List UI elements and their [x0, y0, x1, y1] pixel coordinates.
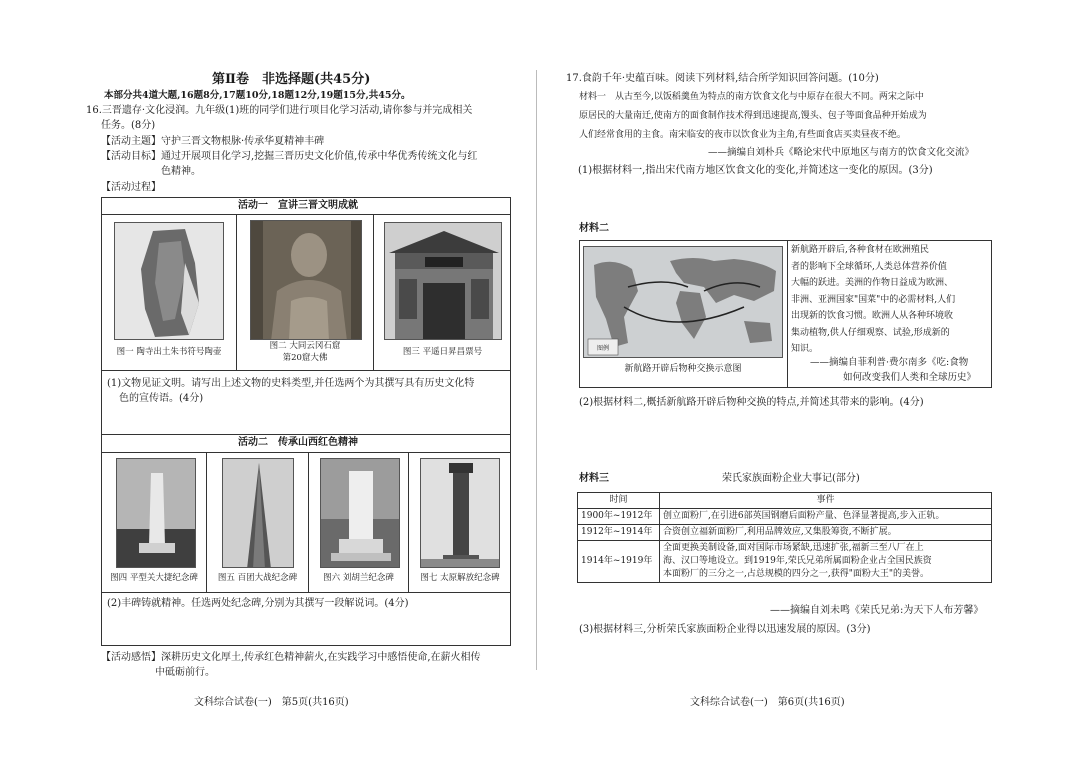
fig2-caption: 图二 大同云冈石窟 [269, 341, 341, 351]
question-16-1-cont: 色的宣传语。(4分) [119, 393, 204, 404]
material2-text-line: 出现新的饮食习惯。欧洲人从各种环境收 [791, 311, 954, 321]
table-event-cell [660, 525, 992, 541]
rishengchang-building-image [384, 222, 502, 340]
material1-line1: 材料一 从古至今,以饭稻羹鱼为特点的南方饮食文化与中原存在很大不同。两宋之际中 [579, 92, 924, 102]
material3-label: 材料三 [579, 473, 609, 484]
activity-process: 【活动过程】 [101, 182, 161, 193]
q16-stem: 16.三晋遗存·文化浸润。九年级(1)班的同学们进行项目化学习活动,请你参与并完成相关 [86, 105, 473, 116]
table-header-row [578, 493, 992, 509]
table-row [578, 525, 992, 541]
material1-source: ——摘编自刘朴兵《略论宋代中原地区与南方的饮食文化交流》 [708, 147, 975, 158]
fig6-caption: 图六 刘胡兰纪念碑 [323, 573, 394, 583]
table-event-cell [660, 509, 992, 525]
question-16-1: (1)文物见证文明。请写出上述文物的史料类型,并任选两个为其撰写具有历史文化特 [107, 378, 475, 389]
fig4-caption: 图四 平型关大捷纪念碑 [110, 573, 198, 583]
material2-text-line: 大幅的跃进。美洲的作物日益成为欧洲、 [791, 278, 954, 288]
material1-line3: 人们经常食用的主食。南宋临安的夜市以饮食业为主角,有些面食店买卖昼夜不绝。 [579, 130, 906, 140]
map-caption: 新航路开辟后物种交换示意图 [624, 364, 742, 374]
map-legend: 图例 [596, 345, 610, 352]
question-17-3: (3)根据材料三,分析荣氏家族面粉企业得以迅速发展的原因。(3分) [579, 624, 871, 635]
material3-source: ——摘编自刘未鸣《荣氏兄弟:为天下人布芳馨》 [770, 605, 984, 616]
q17-title: 17.食韵千年·史蕴百味。阅读下列材料,结合所学知识回答问题。(10分) [566, 73, 879, 84]
table-event-line: 合资创立福新面粉厂,利用品牌效应,又集股筹资,不断扩展。 [663, 527, 897, 537]
material1-line2: 原居民的大量南迁,使南方的面食制作技术得到迅速提高,馒头、包子等面食品种开始成为 [579, 111, 927, 121]
activity-feeling-cont: 中砥砺前行。 [155, 667, 215, 678]
buddha-statue-image [250, 220, 362, 340]
table-event-line: 本面粉厂的三分之一,占总规模的四分之一,获得"面粉大王"的美誉。 [663, 569, 930, 579]
table-time-cell: 1912年~1914年 [578, 525, 660, 541]
taiyuan-liberation-monument-image [420, 458, 500, 568]
material2-source-cont: 如何改变我们人类和全球历史》 [843, 372, 977, 383]
table-time-cell: 1900年~1912年 [578, 509, 660, 525]
section-title: 第Ⅱ卷 非选择题(共45分) [212, 72, 371, 87]
material2-text-line: 新航路开辟后,各种食材在欧洲殖民 [791, 245, 929, 255]
activity-goal: 【活动目标】通过开展项目化学习,挖掘三晋历史文化价值,传承中华优秀传统文化与红 [101, 151, 478, 162]
table-time-cell: 1914年~1919年 [578, 541, 660, 583]
right-page-footer: 文科综合试卷(一) 第6页(共16页) [690, 697, 845, 708]
material2-source: ——摘编自菲利普·费尔南多《吃:食物 [810, 357, 969, 368]
question-17-2: (2)根据材料二,概括新航路开辟后物种交换的特点,并简述其带来的影响。(4分) [579, 397, 924, 408]
table-event-line: 全面更换美制设备,面对国际市场紧缺,迅速扩张,福新三至八厂在上 [663, 543, 924, 553]
table-event-line: 创立面粉厂,在引进6部英国钢磨后面粉产量、色泽显著提高,步入正轨。 [663, 511, 945, 521]
left-page-footer: 文科综合试卷(一) 第5页(共16页) [194, 697, 349, 708]
table-row [578, 541, 992, 583]
pottery-jar-image [114, 222, 224, 340]
activity-theme: 【活动主题】守护三晋文物根脉·传承华夏精神丰碑 [101, 136, 325, 147]
q16-stem-cont: 任务。(8分) [101, 120, 156, 131]
question-17-1: (1)根据材料一,指出宋代南方地区饮食文化的变化,并简述这一变化的原因。(3分) [578, 165, 933, 176]
question-16-2: (2)丰碑铸就精神。任选两处纪念碑,分别为其撰写一段解说词。(4分) [107, 598, 409, 609]
fig5-caption: 图五 百团大战纪念碑 [217, 573, 298, 583]
table-row [578, 509, 992, 525]
baituan-monument-image [222, 458, 294, 568]
material2-text-line: 非洲、亚洲国家"国菜"中的必需材料,人们 [791, 294, 956, 305]
fig1-caption: 图一 陶寺出土朱书符号陶壶 [116, 347, 222, 357]
material2-text-line: 知识。 [791, 344, 819, 354]
table-event-cell [660, 541, 992, 583]
table-header-cell: 事件 [660, 493, 992, 509]
material2-text-line: 者的影响下全球循环,人类总体营养价值 [791, 261, 947, 272]
table-event-line: 海、汉口等地设立。到1919年,荣氏兄弟所属面粉企业占全国民族资 [663, 556, 932, 566]
activity-goal-cont: 色精神。 [161, 166, 201, 177]
table-header-cell: 时间 [578, 493, 660, 509]
fig3-caption: 图三 平遥日昇昌票号 [402, 347, 483, 357]
species-exchange-map [583, 246, 783, 358]
material2-label: 材料二 [579, 223, 609, 234]
activity2-title: 活动二 传承山西红色精神 [238, 437, 358, 448]
material3-title: 荣氏家族面粉企业大事记(部分) [722, 473, 860, 484]
page-divider [536, 70, 537, 670]
section-note: 本部分共4道大题,16题8分,17题10分,18题12分,19题15分,共45分。 [104, 90, 411, 101]
fig7-caption: 图七 太原解放纪念碑 [420, 573, 500, 583]
rong-family-events-table [577, 492, 992, 583]
fig2-caption-cont: 第20窟大佛 [282, 353, 328, 363]
material2-text-line: 集动植物,供人仔细观察、试验,形成新的 [791, 327, 950, 338]
activity-feeling: 【活动感悟】深耕历史文化厚土,传承红色精神薪火,在实践学习中感悟使命,在薪火相传 [101, 652, 481, 663]
activity1-title: 活动一 宣讲三晋文明成就 [238, 200, 358, 211]
pingxingguan-monument-image [116, 458, 196, 568]
liuhulan-monument-image [320, 458, 400, 568]
